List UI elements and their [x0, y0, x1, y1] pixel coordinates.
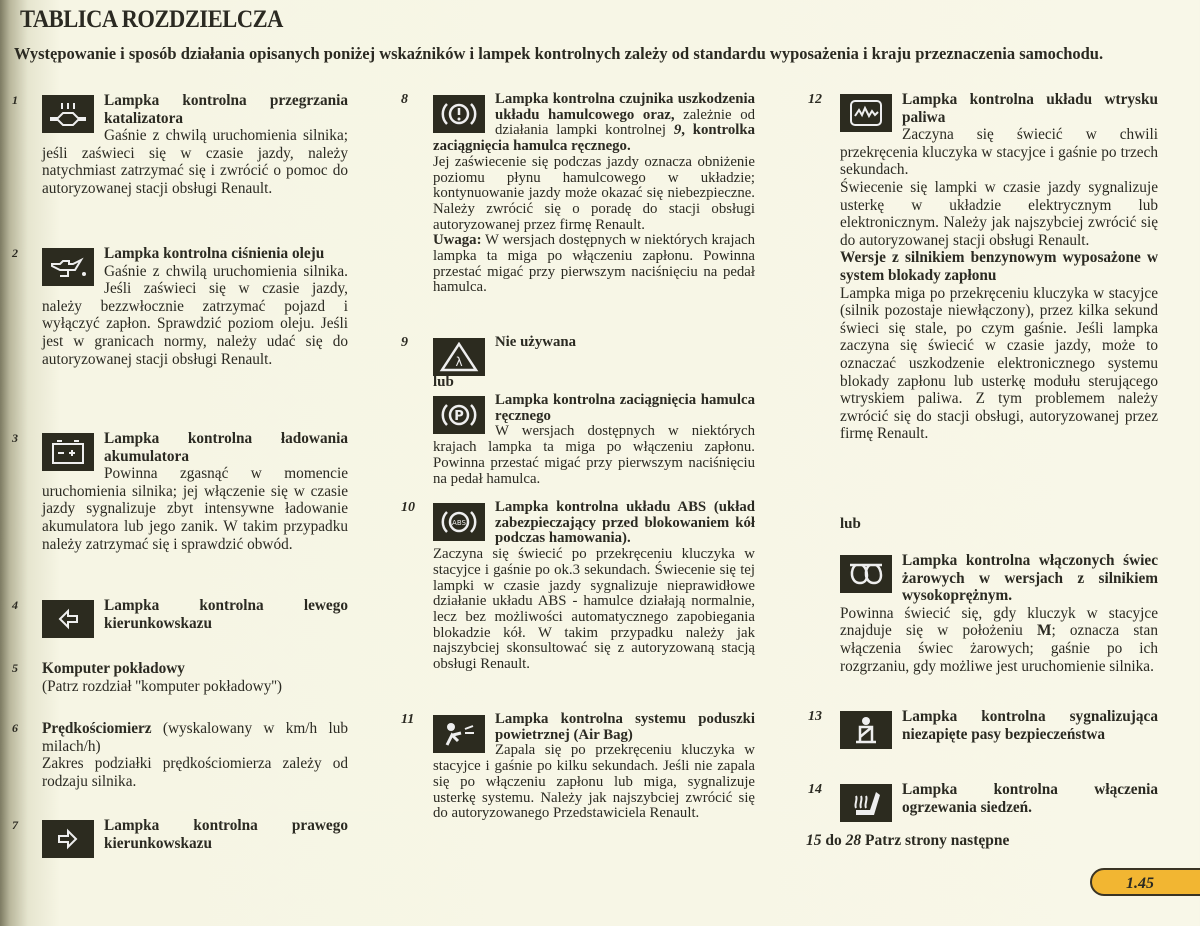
- page-title: TABLICA ROZDZIELCZA: [20, 6, 283, 33]
- or-label: lub: [840, 516, 861, 532]
- left-arrow-icon: [42, 600, 94, 638]
- text-run: Gaśnie z chwilą uruchomienia silnika; jeśli zaświeci się w czasie jazdy, należy natychmiast zatrzymać się i zwrócić o pomoc do autoryzowanej stacji obsługi Renault.: [42, 127, 352, 197]
- warning-lamp-entry: [12, 597, 348, 640]
- item-title: Lampka kontrolna zaciągnięcia hamulca ręcznego: [495, 392, 755, 424]
- warning-lamp-entry: [401, 334, 755, 378]
- item-paragraph: [433, 546, 759, 673]
- item-paragraph: [42, 127, 352, 197]
- brake-warning-icon: [433, 95, 485, 133]
- intro-text: Występowanie i sposób działania opisanych poniżej wskaźników i lampek kontrolnych zależy od standardu wyposażenia i kraju przeznaczenia samochodu.: [14, 44, 1104, 63]
- item-paragraph: [433, 153, 759, 234]
- item-title: Lampka kontrolna włączonych świec żarowych w wersjach z silnikiem wysokoprężnym.: [902, 552, 1158, 605]
- range-word: do: [821, 832, 846, 849]
- text-run: M: [1036, 622, 1052, 640]
- item-title-tail: , kontrolka zaciągnięcia hamulca ręcznego.: [433, 122, 755, 155]
- item-paragraph: [840, 284, 1162, 443]
- item-number: 8: [401, 92, 408, 107]
- see-next-pages-note: [806, 832, 1009, 850]
- item-title: Lampka kontrolna systemu poduszki powietrznej (Air Bag): [495, 711, 755, 743]
- warning-lamp-entry: [840, 552, 1162, 675]
- item-paragraph: [840, 249, 1162, 284]
- item-paragraph: [433, 232, 759, 296]
- warning-lamp-entry: [808, 91, 1162, 443]
- warning-lamp-entry: [401, 91, 759, 296]
- warning-lamp-entry: [12, 720, 352, 790]
- warning-lamp-entry: [12, 817, 348, 860]
- right-arrow-icon: [42, 820, 94, 858]
- parking-brake-icon: [433, 396, 485, 434]
- item-number: 1: [12, 93, 18, 107]
- item-title-suffix: zależnie od działania lampki kontrolnej: [495, 106, 759, 139]
- item-number: 10: [401, 500, 415, 515]
- warning-lamp-entry: [401, 711, 759, 822]
- seat-heating-icon: [840, 784, 892, 822]
- item-title: Lampka kontrolna układu ABS (układ zabezpieczający przed blokowaniem kół podczas hamowania).: [495, 499, 755, 547]
- text-run: W wersjach dostępnych w niektórych krajach lampka ta miga po włączeniu zapłonu. Powinna przestać migać przy pierwszym naciśnięciu na pedał hamulca.: [433, 232, 759, 296]
- text-run: Lampka miga po przekręceniu kluczyka w stacyjce (silnik pozostaje niewłączony), przez kilka sekund świeci się stale, po czym gaśnie. Jeśli lampka zaczyna się świecić w czasie jazdy, może to oznaczać uszkodzenie elektronicznego systemu blokady zapłonu lub usterkę modułu sterującego wtryskiem paliwa. Z tym problemem należy zwrócić się do stacji obsługi, autoryzowanej przez firmę Renault.: [840, 284, 1162, 443]
- item-title: Lampka kontrolna włączenia ogrzewania siedzeń.: [902, 781, 1158, 816]
- text-run: Zakres podziałki prędkościomierza zależy od rodzaju silnika.: [42, 755, 352, 790]
- warning-lamp-entry: [12, 92, 352, 198]
- item-number: 13: [808, 709, 822, 724]
- item-number: 12: [808, 92, 822, 107]
- warning-lamp-entry: [401, 499, 759, 673]
- warning-lamp-entry: [808, 708, 1158, 751]
- seatbelt-icon: [840, 711, 892, 749]
- item-paragraph: [42, 678, 348, 696]
- item-title: Lampka kontrolna sygnalizująca niezapięte pasy bezpieczeństwa: [902, 708, 1158, 743]
- item-number: 14: [808, 782, 822, 797]
- item-number: 4: [12, 598, 18, 612]
- item-number: 7: [12, 818, 18, 832]
- warning-lamp-entry: [433, 392, 759, 487]
- airbag-icon: [433, 715, 485, 753]
- or-label: lub: [433, 374, 454, 390]
- abs-icon: [433, 503, 485, 541]
- text-run: Wersje z silnikiem benzynowym wyposażone w system blokady zapłonu: [840, 249, 1162, 284]
- text-run: Świecenie się lampki w czasie jazdy sygnalizuje usterkę w układzie elektrycznym lub elektronicznym. Należy jak najszybciej zwrócić się do autoryzowanej stacji obsługi Renault.: [840, 178, 1162, 249]
- text-run: Zapala się po przekręceniu kluczyka w stacyjce i gaśnie po kilku sekundach. Jeśli nie zapala się po włączeniu zapłonu lub miga, sygnalizuje usterkę systemu. Należy jak najszybciej zwrócić się do autoryzowanego Przedstawiciela Renault.: [433, 742, 759, 822]
- oil-can-icon: [42, 248, 94, 286]
- text-run: Zaczyna się świecić w chwili przekręcenia kluczyka w stacyjce i gaśnie po trzech sekundach.: [840, 126, 1162, 179]
- item-number: 11: [401, 712, 415, 727]
- item-title: Lampka kontrolna ciśnienia oleju: [104, 245, 325, 262]
- text-run: Uwaga:: [433, 232, 482, 249]
- item-title: Lampka kontrolna układu wtrysku paliwa: [902, 91, 1158, 126]
- warning-lamp-entry: [12, 660, 348, 695]
- item-number: 5: [12, 661, 18, 675]
- page-number-badge: 1.45: [1090, 868, 1200, 896]
- text-run: Powinna zgasnąć w momencie uruchomienia silnika; jej włączenie się w czasie jazdy sygnalizuje zbyt intensywne ładowanie akumulatora lub jego zanik. W takim przypadku należy zatrzymać się i sprawdzić obwód.: [42, 465, 352, 553]
- svg-text:P: P: [454, 409, 464, 424]
- text-run: Gaśnie z chwilą uruchomienia silnika. Jeśli zaświeci się w czasie jazdy, należy bezzwłocznie zatrzymać pojazd i wyłączyć zapłon. Sprawdzić poziom oleju. Jeśli jest w granicach normy, należy udać się do autoryzowanej stacji obsługi Renault.: [42, 262, 352, 368]
- range-to: 28: [845, 832, 862, 849]
- item-number: 3: [12, 431, 18, 445]
- text-run: Powinna świecić się, gdy kluczyk w stacyjce znajduje się w położeniu: [840, 604, 1162, 640]
- item-paragraph: [42, 465, 352, 552]
- battery-icon: [42, 433, 94, 471]
- text-run: Zaczyna się świecić po przekręceniu kluczyka w stacyjce i gaśnie po ok.3 sekundach. Świecenie się tej lampki w czasie jazdy sygnalizuje nieprawidłowe działanie układu ABS - hamulce działają normalnie, lecz bez możliwości automatycznego zapobiegania blokadzie kół. W takim przypadku należy jak najszybciej skonsultować się z autoryzowaną stacją obsługi Renault.: [433, 546, 759, 673]
- item-paragraph: [840, 178, 1162, 249]
- text-run: Jej zaświecenie się podczas jazdy oznacza obniżenie poziomu płynu hamulcowego w układzie; kontynuowanie jazdy może okazać się niebezpieczne. Należy zwrócić się o poradę do stacji obsługi autoryzowanej przez firmę Renault.: [433, 153, 759, 233]
- svg-text:λ: λ: [455, 355, 463, 369]
- item-paragraph: [42, 755, 352, 790]
- glow-plug-icon: [840, 555, 892, 593]
- item-reference: 9: [673, 122, 682, 139]
- item-title: Komputer pokładowy: [42, 660, 185, 677]
- catalyst-icon: [42, 95, 94, 133]
- text-run: (Patrz rozdział ''komputer pokładowy''): [42, 677, 282, 695]
- warning-triangle-icon: [433, 338, 485, 376]
- item-paragraph: [840, 126, 1162, 178]
- range-from: 15: [806, 832, 822, 849]
- warning-lamp-entry: [12, 245, 352, 368]
- item-title: Lampka kontrolna przegrzania katalizatora: [104, 92, 348, 127]
- item-title: Prędkościomierz: [42, 720, 152, 737]
- item-title: Lampka kontrolna ładowania akumulatora: [104, 430, 348, 465]
- item-title: Lampka kontrolna prawego kierunkowskazu: [104, 817, 348, 852]
- item-number: 9: [401, 335, 408, 350]
- warning-lamp-entry: [808, 781, 1158, 824]
- text-run: W wersjach dostępnych w niektórych krajach lampka ta miga po włączeniu zapłonu. Powinna przestać migać przy pierwszym naciśnięciu na pedał hamulca.: [433, 423, 759, 487]
- svg-text:ABS: ABS: [452, 519, 466, 527]
- item-paragraph: [433, 742, 759, 821]
- warning-lamp-entry: [12, 430, 352, 553]
- text-run: ; oznacza stan włączenia świec żarowych; gaśnie po ich rozgrzaniu, gdy możliwe jest uruchomienie silnika.: [840, 622, 1162, 675]
- item-title: Lampka kontrolna lewego kierunkowskazu: [104, 597, 348, 632]
- item-number: 6: [12, 721, 18, 735]
- item-title: Nie używana: [495, 334, 576, 350]
- item-number: 2: [12, 246, 18, 260]
- fuel-injection-icon: [840, 94, 892, 132]
- item-paragraph: [840, 604, 1162, 675]
- note-text: Patrz strony następne: [861, 832, 1010, 849]
- item-title: Lampka kontrolna czujnika uszkodzenia układu hamulcowego oraz,: [495, 91, 755, 123]
- item-title-suffix: (wyskalowany w km/h lub milach/h): [42, 720, 352, 755]
